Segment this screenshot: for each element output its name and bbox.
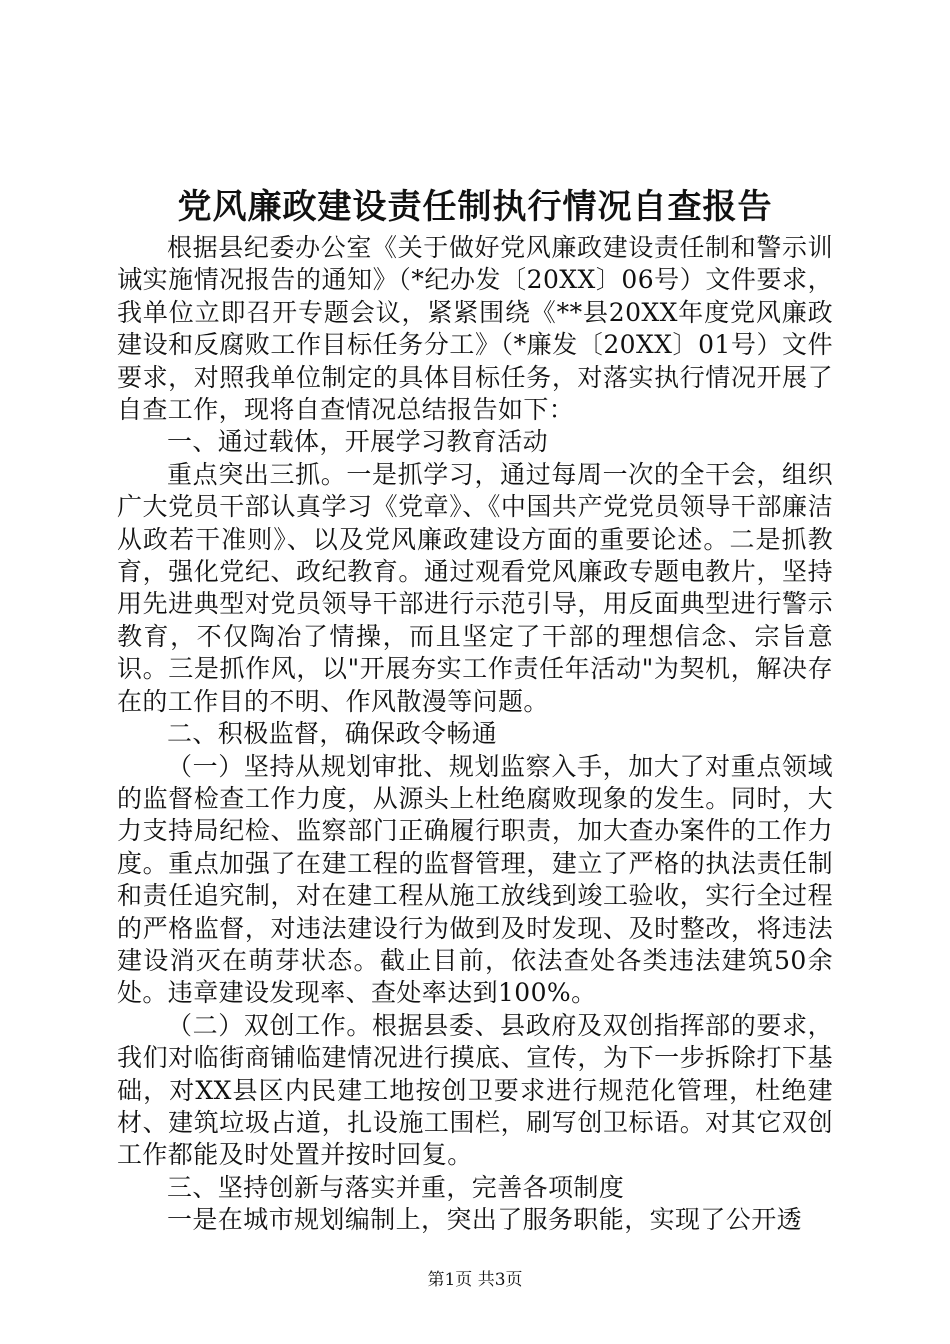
paragraph-intro: 根据县纪委办公室《关于做好党风廉政建设责任制和警示训诫实施情况报告的通知》（*纪办发〔20XX〕06号）文件要求，我单位立即召开专题会议，紧紧围绕《**县20XX年度党风廉政建设和反腐败工作目标任务分工》（*廉发〔20XX〕01号）文件要求，对照我单位制定的具体目标任务，对落实执行情况开展了自查工作，现将自查情况总结报告如下： xyxy=(117,233,833,425)
section-heading-2: 二、积极监督，确保政令畅通 xyxy=(167,719,498,749)
section-heading-1: 一、通过载体，开展学习教育活动 xyxy=(167,427,549,457)
document-title: 党风廉政建设责任制执行情况自查报告 xyxy=(177,187,773,227)
document-body xyxy=(117,232,833,1237)
section-heading-3: 三、坚持创新与落实并重，完善各项制度 xyxy=(167,1172,625,1202)
paragraph-section-2-part-2: （二）双创工作。根据县委、县政府及双创指挥部的要求，我们对临街商铺临建情况进行摸底、宣传，为下一步拆除打下基础，对XX县区内民建工地按创卫要求进行规范化管理，杜绝建材、建筑垃圾占道，扎设施工围栏，刷写创卫标语。对其它双创工作都能及时处置并按时回复。 xyxy=(117,1010,833,1170)
paragraph-section-1: 重点突出三抓。一是抓学习，通过每周一次的全干会，组织广大党员干部认真学习《党章》、《中国共产党党员领导干部廉洁从政若干准则》、以及党风廉政建设方面的重要论述。二是抓教育，强化党纪、政纪教育。通过观看党风廉政专题电教片，坚持用先进典型对党员领导干部进行示范引导，用反面典型进行警示教育，不仅陶冶了情操，而且坚定了干部的理想信念、宗旨意识。三是抓作风，以"开展夯实工作责任年活动"为契机，解决存在的工作目的不明、作风散漫等问题。 xyxy=(117,459,833,716)
paragraph-section-3: 一是在城市规划编制上，突出了服务职能，实现了公开透 xyxy=(167,1205,803,1235)
paragraph-section-2-part-1: （一）坚持从规划审批、规划监察入手，加大了对重点领域的监督检查工作力度，从源头上杜绝腐败现象的发生。同时，大力支持局纪检、监察部门正确履行职责，加大查办案件的工作力度。重点加强了在建工程的监督管理，建立了严格的执法责任制和责任追究制，对在建工程从施工放线到竣工验收，实行全过程的严格监督，对违法建设行为做到及时发现、及时整改，将违法建设消灭在萌芽状态。截止目前，依法查处各类违法建筑50余处。违章建设发现率、查处率达到100%。 xyxy=(117,751,833,1008)
page-footer: 第1页 共3页 xyxy=(427,1270,523,1290)
